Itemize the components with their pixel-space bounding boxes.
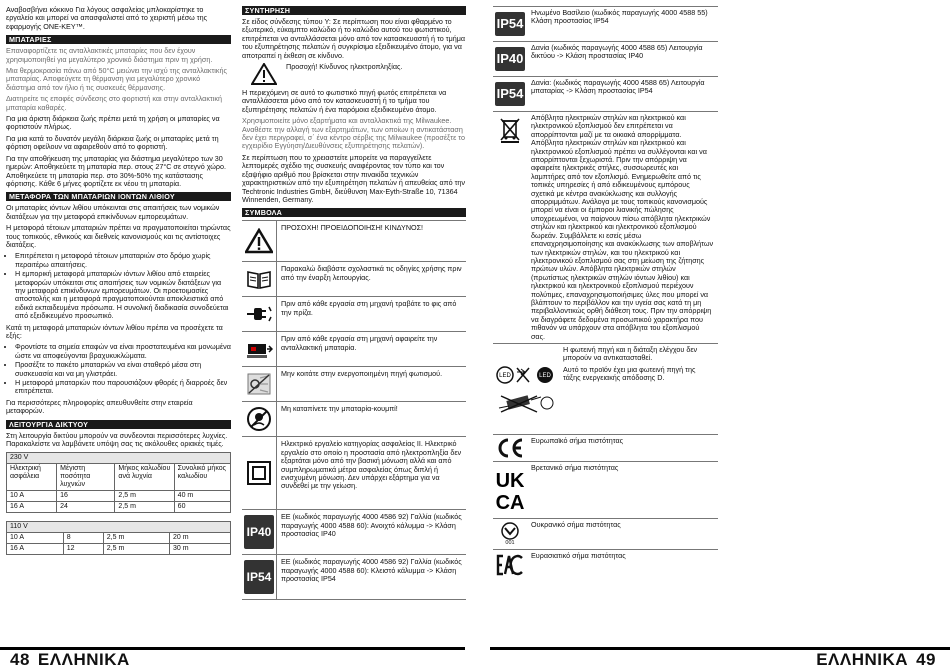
table-cell: 10 A [7, 491, 57, 502]
language-label: ΕΛΛΗΝΙΚΑ [37, 649, 130, 669]
symbol-text: ΕΕ (κωδικός παραγωγής 4000 4586 92) Γαλλία (κωδικός παραγωγής 4000 4588 60): Ανοιχτό κάλυμμα -> Κλάση προστασίας IP40 [281, 512, 462, 539]
symbol-text: Πριν από κάθε εργασία στη μηχανή τραβάτε το φις από την πρίζα. [281, 299, 457, 317]
batteries-p1: Επαναφορτίζετε τις ανταλλακτικές μπαταρίες που δεν έχουν χρησιμοποιηθεί για μεγαλύτερο χρονικό διάστημα πριν τη χρήση. [6, 46, 213, 64]
table-header: Συνολικό μήκος καλωδίου [174, 464, 230, 491]
weee-bin-icon [493, 112, 527, 343]
class-ii-icon [242, 437, 277, 509]
page-number: 49 [916, 649, 936, 669]
network-header: ΛΕΙΤΟΥΡΓΙΑ ΔΙΚΤΥΟΥ [6, 420, 231, 429]
symbol-row [242, 510, 466, 555]
table-row [7, 533, 231, 544]
svg-text:CA: CA [496, 491, 524, 514]
page-number: 48 [10, 649, 30, 669]
list-item: • Επιτρέπεται η μεταφορά τέτοιων μπαταριών στο δρόμο χωρίς περαιτέρω απαιτήσεις. [15, 252, 231, 269]
symbol-row [493, 344, 718, 435]
batteries-p4: Για μια άριστη διάρκεια ζωής πρέπει μετά τη χρήση οι μπαταρίες να φορτιστούν πλήρως. [6, 114, 220, 132]
network-p1: Στη λειτουργία δικτύου μπορούν να συνδεονται περισσότερες λυχνίες. Παρακαλείστε να λαμβάνετε υπόψη σας τις ακόλουθες οριακές τιμές. [6, 430, 228, 449]
table-row [7, 544, 231, 555]
table-cell: 10 A [7, 533, 64, 544]
network-table-230v [6, 452, 231, 513]
symbol-row [493, 77, 718, 112]
led-text-1: Η φωτεινή πηγή και η διάταξη ελέγχου δεν μπορούν να αντικατασταθεί. [563, 344, 698, 363]
svg-text:LED: LED [499, 372, 511, 379]
symbol-row [242, 402, 466, 437]
symbol-text: Δανία: (κωδικός παραγωγής 4000 4588 65) Λειτουργία μπαταρίας -> Κλάση προστασίας IP54 [531, 78, 705, 96]
symbol-row [493, 550, 718, 580]
symbol-row [493, 7, 718, 42]
ua-mark-icon [493, 519, 527, 549]
left-column [6, 6, 231, 555]
transport-p3: Κατά τη μεταφορά μπαταριών ιόντων λιθίου πρέπει να προσέχετε τα εξής: [6, 322, 223, 340]
batteries-p2: Μια θερμοκρασία πάνω από 50°C μειώνει την ισχύ της ανταλλακτικής μπαταρίας. Αποφεύγετε τη θέρμανση για μεγαλύτερο χρονικό διάστημα από τον ήλιο ή τις συσκευές θέρμανσης. [6, 66, 227, 92]
symbol-row [493, 112, 718, 344]
led-text-2: Αυτό το προϊόν έχει μια φωτεινή πηγή της τάξης ενεργειακής απόδοσης D. [563, 364, 696, 383]
maintenance-p2: Η περιεχόμενη σε αυτό το φωτιστικό πηγή φωτός επιτρέπεται να ανταλλάσσεται μόνο από τον κατασκευαστή ή το τμήμα του εξυπηρέτησης πελατών ή ένα παρόμοια εξειδικευμένο άτομο. [242, 88, 447, 114]
network-table-110v [6, 521, 231, 555]
ukca-text: Βρετανικό σήμα πιστότητας [531, 462, 619, 472]
table-cell: 2,5 m [115, 491, 174, 502]
ip54-icon [242, 555, 277, 599]
ce-text: Ευρωπαϊκό σήμα πιστότητας [531, 435, 624, 445]
symbol-row [493, 519, 718, 550]
ua-text: Ουκρανικό σήμα πιστότητας [531, 519, 621, 529]
remove-battery-icon [242, 332, 277, 366]
ip54-icon [493, 77, 527, 111]
eac-mark-icon [493, 550, 527, 580]
transport-list [6, 252, 231, 320]
symbol-text: Πριν από κάθε εργασία στη μηχανή αφαιρείτε την ανταλλακτική μπαταρία. [281, 334, 438, 352]
table-cell: 2,5 m [103, 544, 169, 555]
table-header-row [7, 464, 231, 491]
symbol-row [242, 367, 466, 402]
batteries-p5: Για μια κατά το δυνατόν μεγάλη διάρκεια ζωής οι μπαταρίες μετά τη φόρτιση οφείλουν να αφαιρεθούν από το φορτιστή. [6, 133, 219, 152]
table-header: Ηλεκτρική ασφάλεια [7, 464, 57, 491]
ip54-label: IP54 [495, 82, 525, 106]
table-cell: 8 [63, 533, 103, 544]
batteries-p3: Διατηρείτε τις επαφές σύνδεσης στο φορτιστή και στην ανταλλακτική μπαταρία καθαρές. [6, 94, 222, 112]
batteries-p6: Για την αποθήκευση της μπαταρίας για διάστημα μεγαλύτερο των 30 ημερών: Αποθηκεύετε τη μπαταρία περ. στους 27°C σε στεγνό χώρο. Αποθηκεύετε τη μπαταρία περ. στο 30%-50% της κατάστασης φόρτισης. Κάθε 6 μήνες φορτίζετε εκ νέου τη μπαταρία. [6, 153, 227, 188]
transport-p2: Η μεταφορά τέτοιων μπαταριών πρέπει να πραγματοποιείται τηρώντας τους τοπικούς, εθνικούς και διεθνείς κανονισμούς και τις αντίστοιχες διατάξεις. [6, 223, 231, 249]
transport-header: ΜΕΤΑΦΟΡΑ ΤΩΝ ΜΠΑΤΑΡΙΩΝ ΙΟΝΤΩΝ ΛΙΘΙΟΥ [6, 192, 231, 201]
symbol-text: Ηνωμένο Βασίλειο (κωδικός παραγωγής 4000 4588 55) Κλάση προστασίας IP54 [531, 8, 708, 26]
symbol-row [493, 462, 718, 519]
table-cell: 60 [174, 502, 230, 513]
symbol-row [242, 221, 466, 262]
middle-column [242, 6, 466, 600]
led-symbols [493, 344, 559, 434]
symbol-text: Μην κοιτάτε στην ενεργοποιημένη πηγή φωτισμού. [281, 369, 443, 379]
table-cell: 2,5 m [115, 502, 174, 513]
symbol-row [242, 262, 466, 297]
table-title: 110 V [7, 522, 231, 533]
electric-warning [242, 63, 466, 85]
symbol-text: ΠΡΟΣΟΧΗ! ΠΡΟΕΙΔΟΠΟΙΗΣΗ! ΚΙΝΔΥΝΟΣ! [281, 223, 424, 233]
symbol-row [242, 555, 466, 600]
weee-text: Απόβλητα ηλεκτρικών στηλών και ηλεκτρικού και ηλεκτρονικού εξοπλισμού δεν επιτρέπεται να απορρίπτονται μαζί με τα οικιακά απορρίμματα. Απόβλητα ηλεκτρικών στηλών και ηλεκτρικού και ηλεκτρονικού εξοπλισμού πρέπει να συλλέγονται και να απορρίπτονται ξεχωριστά. Πριν την απόρριψη να αφαιρείτε ηλεκτρικές στήλες, συσσωρευτές και λαμπτήρες από τον εξοπλισμό. Ενημερωθείτε από τις τοπικές υπηρεσίες ή από ειδικευμένους εμπόρους σχετικά με κέντρα ανακύκλωσης και συλλογής απορριμμάτων. Ανάλογα με τους τοπικούς κανονισμούς μπορεί να είναι οι έμποροι λιανικής πώλησης υποχρεωμένοι, να παίρνουν πίσω απόβλητα ηλεκτρικών στηλών και ηλεκτρικού και ηλεκτρονικού εξοπλισμού δωρεάν. Συμβάλλετε κι εσείς μέσω επαναχρησιμοποίησης και ανακύκλωσης των αποβλήτων των ηλεκτρικών στηλών, και του ηλεκτρικού και ηλεκτρονικού εξοπλισμού σας στη μείωση της ζήτησης πρώτων υλών. Απόβλητα ηλεκτρικών στηλών (πρωτίστως ηλεκτρικών στηλών ιόντων λιθίου) και ηλεκτρικού και ηλεκτρονικού εξοπλισμού περιέχουν πολύτιμες, επαναχρησιμοποιήσιμες ύλες που μπορεί να βλάπτουν το περιβάλλον και την υγεία σας κατά τη μη περιβαλλοντικώς ορθή διάθεση τους. Πριν την απόρριψη να διαγράφετε δεδομένα προσωπικού χαρακτήρα που πιθανόν να υπάρχουν στα απόβλητα του εξοπλισμού σας. [531, 113, 714, 341]
symbol-row [242, 332, 466, 367]
table-cell: 30 m [170, 544, 231, 555]
no-look-light-icon [242, 367, 277, 401]
symbols-header: ΣΥΜΒΟΛΑ [242, 208, 466, 217]
symbols-table [242, 220, 466, 600]
symbol-text: Δανία (κωδικός παραγωγής 4000 4588 65) Λειτουργία δικτύου -> Κλάση προστασίας IP40 [531, 43, 703, 61]
right-column [493, 6, 718, 580]
left-footer [0, 647, 465, 670]
ip40-icon [242, 510, 277, 554]
read-manual-icon [242, 262, 277, 296]
table-cell: 24 [57, 502, 115, 513]
list-item: • Φροντίστε τα σημεία επαφών να είναι προστατευμένα και μονωμένα ώστε να αποφεύγονται βραχυκυκλώματα. [15, 343, 231, 360]
list-item: • Η εμπορική μεταφορά μπαταριών ιόντων λιθίου από εταιρείες μεταφορών υπόκειται στις απαιτήσεις των νομικών διατάξεων για την μεταφορά επικίνδυνων εμπορευμάτων. Οι προετοιμασίες αποστολής και η μεταφορά πραγματοποιούνται αποκλειστικά από ειδικά εκπαιδευμένα πρόσωπα. Η συνολική διαδικασία συνοδεύεται από εξειδικευμένο προσωπικό. [15, 270, 231, 320]
transport-p4: Για περισσότερες πληροφορίες απευθυνθείτε στην εταιρεία μεταφορών. [6, 397, 193, 416]
symbol-row [242, 437, 466, 510]
table-header: Μέγιστη ποσότητα λυχνιών [57, 464, 115, 491]
table-row [7, 491, 231, 502]
maintenance-p1: Σε είδος σύνδεσης τύπου Y: Σε περίπτωση που είναι φθαρμένο το εξωτερικό, εύκαμπτο καλώδιο ή το καλώδιο αυτού του φωτιστικού, επιτρέπεται να ανταλλάσσεται μόνο από τον κατασκευαστή ή το τμήμα του εξυπηρέτησης πελατών ή συγκρίσιμα εξειδικευμένο άτομο, για να αποτραπεί η έκθεση σε κίνδυνο. [242, 17, 466, 60]
table-cell: 40 m [174, 491, 230, 502]
ip40-label: IP40 [495, 47, 525, 71]
svg-text:UK: UK [496, 469, 524, 492]
maintenance-p4: Σε περίπτωση που το χρειαστείτε μπορείτε να παραγγείλετε λεπτομερές σχέδιο της συσκευής αναφέροντας τον τύπο και τον εξαψήφιο αριθμό που βρίσκεται στην πινακίδα τεχνικών χαρακτηριστικών από την εξυπηρέτηση πελατών ή απευθείας από την Techtronic Industries GmbH, διεύθυνση Max-Eyth-Straße 10, 71364 Winnenden, Germany. [242, 152, 466, 204]
ip54-label: IP54 [244, 560, 274, 594]
led-replace-forbidden-icon [495, 364, 557, 386]
batteries-header: ΜΠΑΤΑΡΙΕΣ [6, 35, 231, 44]
svg-text:LED: LED [539, 372, 551, 379]
eac-text: Ευρασιατικό σήμα πιστότητας [531, 550, 626, 560]
language-label: ΕΛΛΗΝΙΚΑ [816, 649, 909, 669]
maintenance-p3: Χρησιμοποιείτε μόνο εξαρτήματα και ανταλλακτικά της Milwaukee. Αναθέστε την αλλαγή των εξαρτημάτων, των οποίων η αντικατάσταση δεν έχει περιγραφεί, σ΄ ένα κέντρο σέρβις της Milwaukee (προσέξτε το εγχειρίδιο Εγγύηση/Διευθύνσεις εξυπηρέτησης πελατών). [242, 116, 466, 151]
ip54-label: IP54 [495, 12, 525, 36]
ip40-label: IP40 [244, 515, 274, 549]
warning-text: Προσοχή! Κίνδυνος ηλεκτροπληξίας. [286, 62, 403, 72]
ua-mark-label: 001 [505, 539, 515, 546]
table-cell: 20 m [170, 533, 231, 544]
table-cell: 16 A [7, 544, 64, 555]
symbol-text: ΕΕ (κωδικός παραγωγής 4000 4586 92) Γαλλία (κωδικός παραγωγής 4000 4588 60): Κλειστό κάλυμμα -> Κλάση προστασίας IP54 [281, 557, 462, 584]
intro-text: Αναβοσβήνει κόκκινο Για λόγους ασφαλείας μπλοκαρίστηκε το εργαλείο και μπορεί να απασφαλιστεί από το χειριστή μέσω της εφαρμογής ONE-KEY™. [6, 5, 208, 31]
table-header: Μήκος καλωδίου ανά λυχνία [115, 464, 174, 491]
symbol-text: Παρακαλώ διαβάστε σχολαστικά τις οδηγίες χρήσης πριν από την έναρξη λειτουργίας. [281, 264, 462, 282]
right-footer [490, 647, 950, 670]
ip-table [493, 6, 718, 580]
table-cell: 16 A [7, 502, 57, 513]
table-row [7, 502, 231, 513]
list-item: • Η μεταφορά μπαταριών που παρουσιάζουν φθορές ή διαρροές δεν επιτρέπεται. [15, 379, 231, 396]
list-item: • Προσέξτε το πακέτο μπαταριών να είναι σταθερό μέσα στη συσκευασία και να μη γλιστράει. [15, 361, 231, 378]
table-cell: 2,5 m [103, 533, 169, 544]
table-cell: 16 [57, 491, 115, 502]
led-driver-icon [497, 392, 555, 414]
no-short-circuit-icon [242, 402, 277, 436]
warning-triangle-icon [242, 221, 277, 261]
symbol-text: Ηλεκτρικό εργαλείο κατηγορίας ασφαλείας II. Ηλεκτρικό εργαλείο στο οποίο η προστασία από ηλεκτροπληξία δεν εξαρτάται μόνο από την βασική μόνωση αλλά και από συμπληρωματικά μέτρα ασφαλείας όπως διπλή ή ενισχυμένη μόνωση. Δεν υπάρχει εξάρτημα για να συνδεθεί με την γείωση. [281, 439, 462, 491]
ce-mark-icon [493, 435, 527, 461]
symbol-row [493, 435, 718, 462]
table-title: 230 V [7, 453, 231, 464]
unplug-icon [242, 297, 277, 331]
symbol-row [493, 42, 718, 77]
ukca-mark-icon [493, 462, 527, 518]
symbol-row [242, 297, 466, 332]
table-cell: 12 [63, 544, 103, 555]
transport-list-2 [6, 343, 231, 395]
maintenance-header: ΣΥΝΤΗΡΗΣΗ [242, 6, 466, 15]
ip54-icon [493, 7, 527, 41]
warning-triangle-icon [242, 63, 286, 85]
ip40-icon [493, 42, 527, 76]
symbol-text: Μη καταπίνετε την μπαταρία-κουμπί! [281, 404, 398, 414]
transport-p1: Οι μπαταρίες ιόντων λιθίου υπόκεινται στις απαιτήσεις των νομικών διατάξεων για την μεταφορά επικίνδυνων εμπορευμάτων. [6, 203, 220, 221]
